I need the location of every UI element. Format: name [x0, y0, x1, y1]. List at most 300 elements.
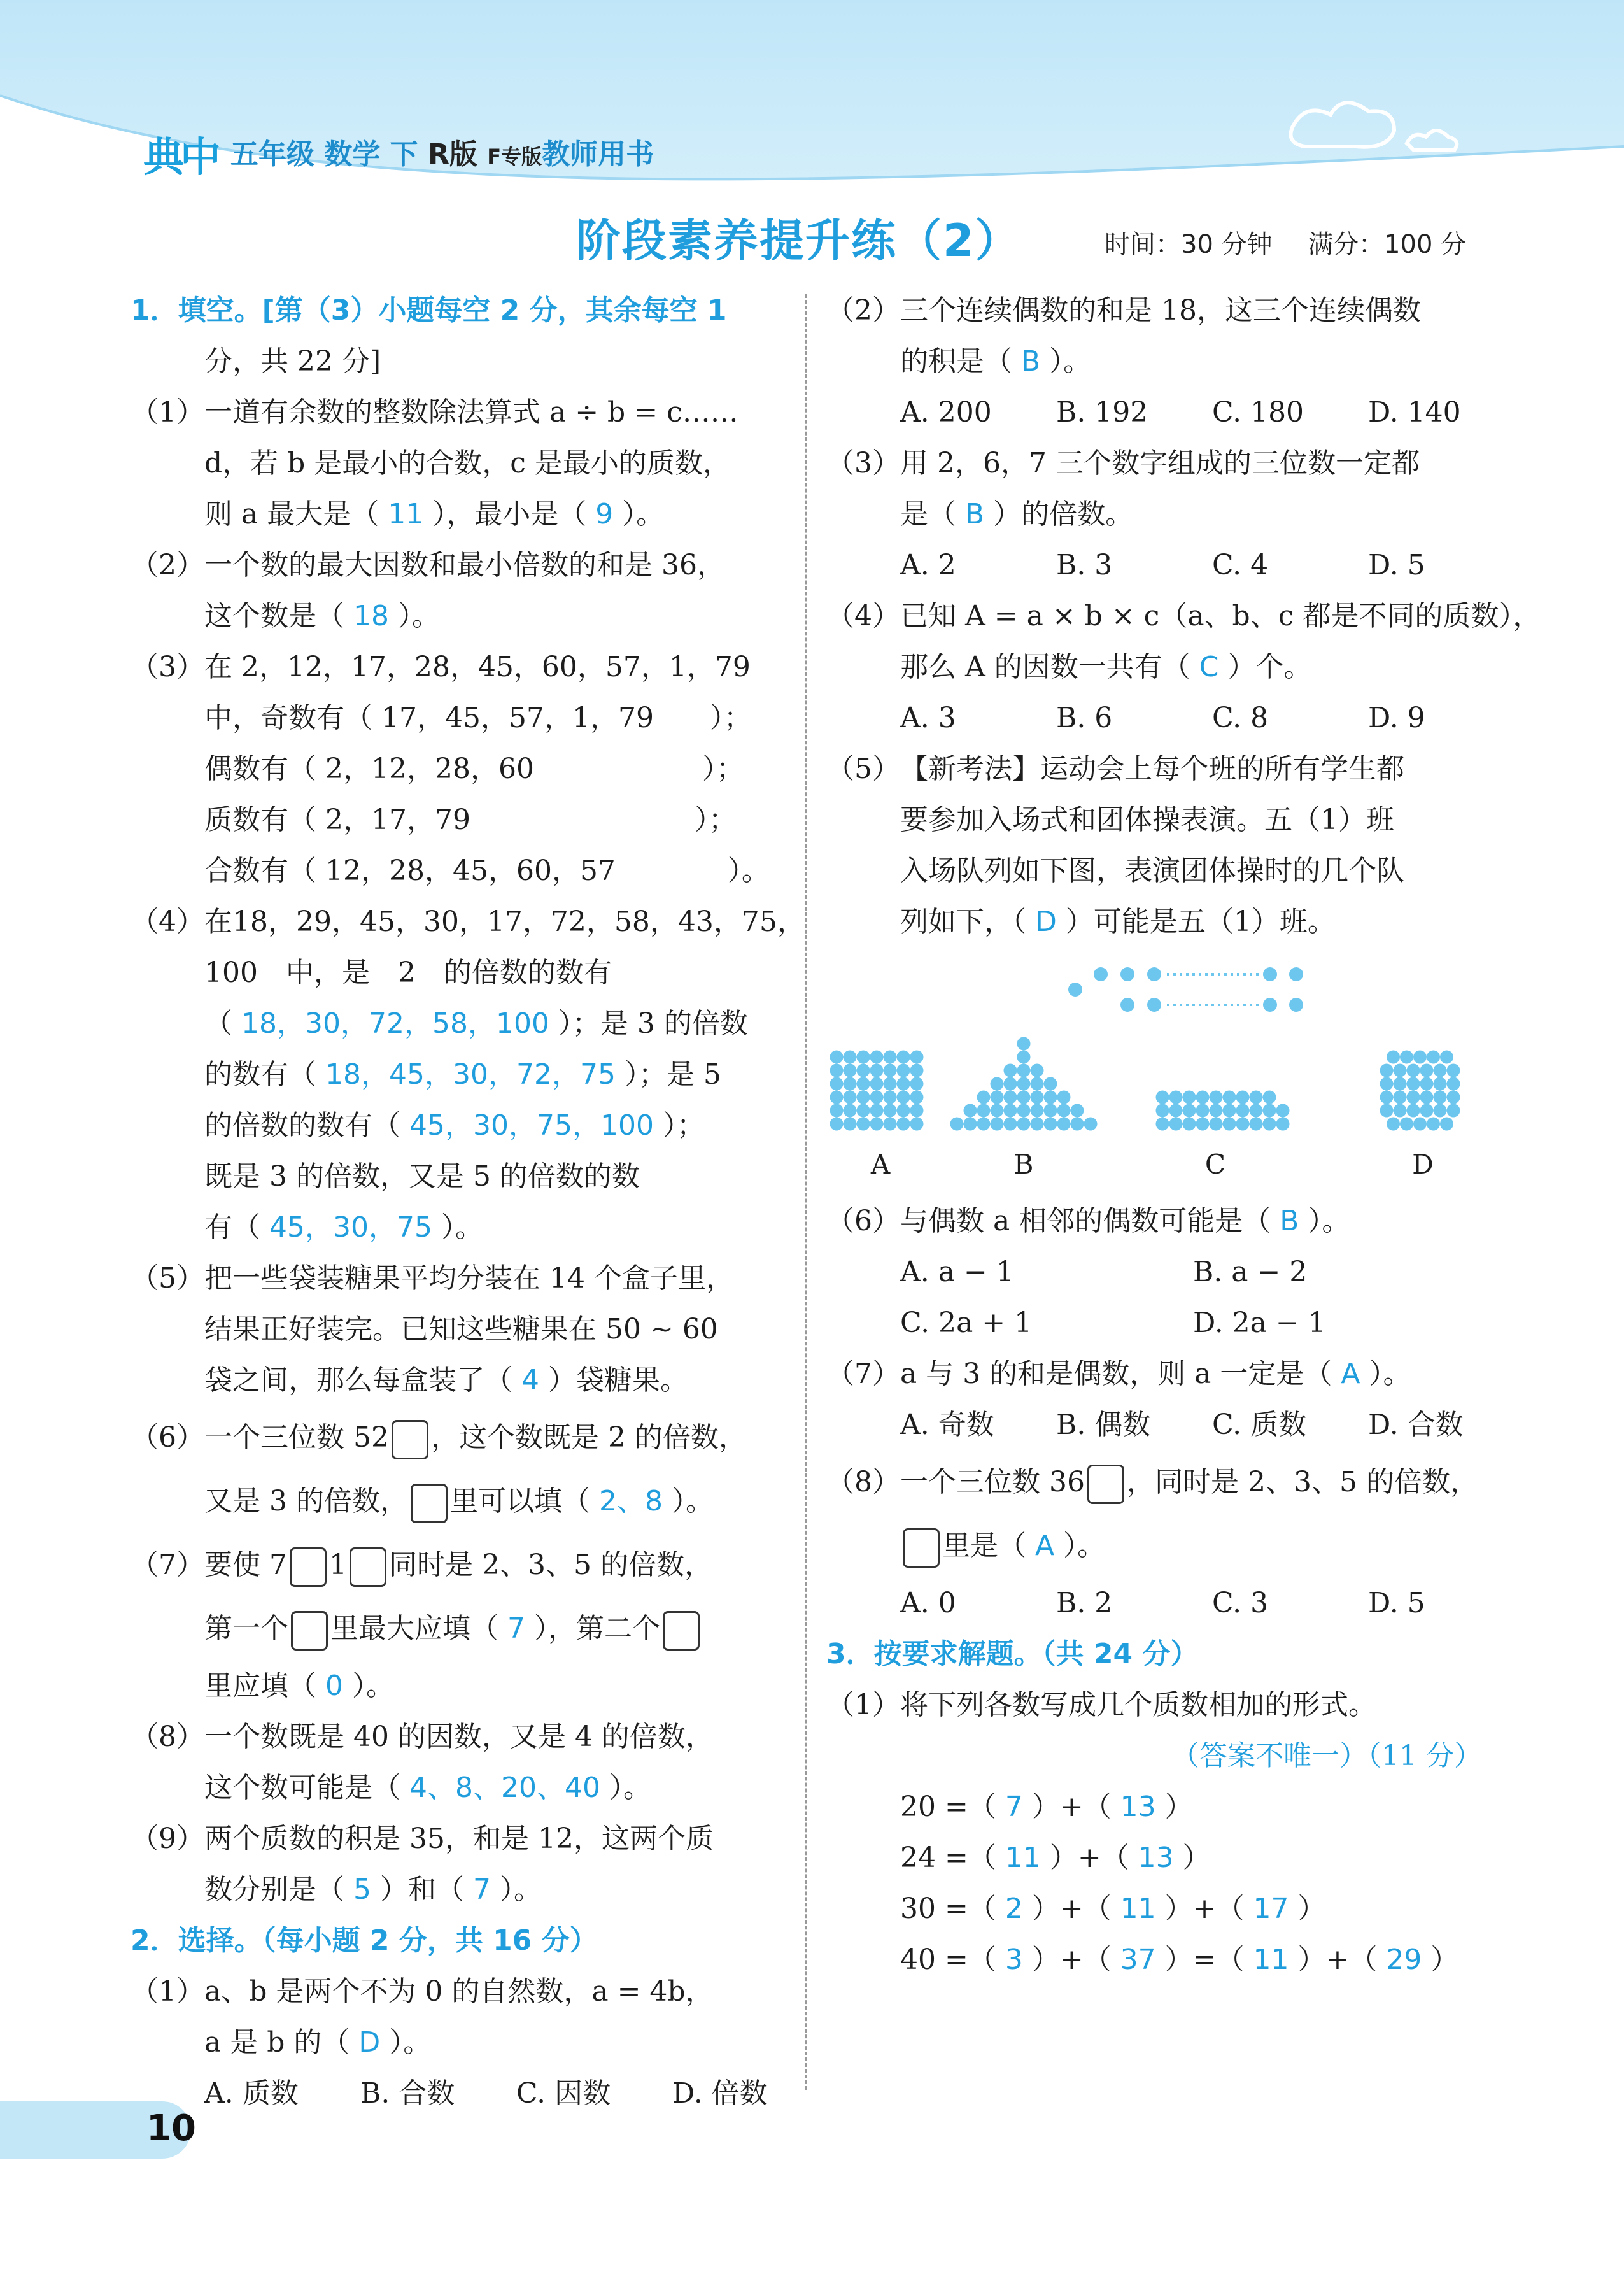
- answer-text: 2: [1005, 1892, 1023, 1925]
- page-title: 阶段素养提升练（2）: [576, 215, 1021, 267]
- question-text: d，若 b 是最小的合数，c 是最小的质数，: [204, 447, 731, 479]
- option-choice: C. 质数: [1212, 1409, 1307, 1441]
- question-text: 的数有（ 18，45，30，72，75 ）；是 5: [204, 1058, 721, 1091]
- section-heading: 1．填空。[第（3）小题每空 2 分，其余每空 1: [131, 294, 727, 327]
- blank-box: [663, 1611, 700, 1651]
- formation-c-dot: [1210, 1118, 1223, 1131]
- brand-logo: 典中: [143, 134, 217, 181]
- text-line: [131, 795, 780, 846]
- text-line: [131, 285, 780, 336]
- formation-a-dot: [897, 1077, 910, 1091]
- answer-text: 11: [1120, 1892, 1156, 1925]
- formation-b-dot: [991, 1104, 1004, 1118]
- text-line: [131, 1915, 780, 1966]
- formation-a-dot: [857, 1104, 870, 1118]
- question-text: 要参加入场式和团体操表演。五（1）班: [900, 804, 1394, 836]
- question-text: 30 =（ 2 ）+（ 11 ）+（ 17 ）: [900, 1892, 1326, 1925]
- text-line: [131, 1814, 780, 1864]
- formation-c-dot: [1250, 1104, 1263, 1118]
- formation-d-dot: [1440, 1118, 1453, 1131]
- question-text: 列如下，（ D ）可能是五（1）班。: [900, 905, 1336, 938]
- question-number: （2）: [131, 549, 204, 581]
- formation-a-dot: [870, 1051, 884, 1064]
- formation-d-dot: [1420, 1064, 1434, 1077]
- entrance-dot: [1289, 998, 1303, 1012]
- formation-d-dot: [1420, 1091, 1434, 1104]
- question-text: 一个数既是 40 的因数，又是 4 的倍数，: [204, 1721, 714, 1753]
- text-line: [826, 336, 1482, 387]
- entrance-dot: [1120, 967, 1134, 981]
- answer-text: 0: [325, 1670, 343, 1702]
- answer-text: 45，30，75: [269, 1211, 432, 1244]
- option-choice: D. 2a − 1: [1193, 1307, 1326, 1339]
- book-label: 教师用书: [542, 138, 654, 171]
- formation-a-dot: [897, 1118, 910, 1131]
- question-text: 第一个 里最大应填（ 7 ），第二个: [204, 1597, 702, 1661]
- formation-c-dot: [1210, 1091, 1223, 1104]
- left-column: [131, 285, 805, 2119]
- option-choice: D. 5: [1368, 1587, 1425, 1619]
- formation-b-dot: [1071, 1118, 1084, 1131]
- formation-c-dot: [1250, 1091, 1263, 1104]
- text-line: [826, 1680, 1482, 1731]
- question-text: 在 2，12，17，28，45，60，57，1，79: [204, 651, 751, 683]
- formation-a-dot: [897, 1091, 910, 1104]
- text-line: [131, 1304, 780, 1355]
- formation-label: B: [1013, 1149, 1034, 1180]
- blank-box: [392, 1420, 428, 1459]
- text-line: [131, 1202, 780, 1253]
- answer-text: 29: [1386, 1943, 1422, 1976]
- question-number: （4）: [131, 905, 204, 938]
- options-line: [131, 2068, 780, 2119]
- formation-a-dot: [870, 1104, 884, 1118]
- answer-text: 2、8: [598, 1485, 663, 1517]
- answer-text: A: [1341, 1358, 1360, 1390]
- formation-c-dot: [1196, 1091, 1210, 1104]
- question-text: 一个数的最大因数和最小倍数的和是 36，: [204, 549, 725, 581]
- formation-d-dot: [1420, 1077, 1434, 1091]
- entrance-dot: [1147, 998, 1161, 1012]
- formation-a-dot: [897, 1104, 910, 1118]
- formation-b-dot: [964, 1118, 977, 1131]
- question-text: 既是 3 的倍数，又是 5 的倍数的数: [204, 1160, 640, 1193]
- text-line: [826, 489, 1482, 540]
- question-text: （答案不唯一）（11 分）: [1171, 1740, 1482, 1772]
- formation-b-dot: [1017, 1037, 1031, 1051]
- question-text: 则 a 最大是（ 11 ），最小是（ 9 ）。: [204, 498, 665, 530]
- column-divider: [805, 294, 807, 2090]
- formation-d-dot: [1394, 1064, 1407, 1077]
- text-line: [131, 2017, 780, 2068]
- formation-b-dot: [977, 1118, 991, 1131]
- text-line: [131, 336, 780, 387]
- question-text: 要使 7 1 同时是 2、3、5 的倍数，: [204, 1533, 712, 1597]
- formation-a-dot: [884, 1104, 897, 1118]
- formation-c-dot: [1223, 1091, 1236, 1104]
- question-text: 那么 A 的因数一共有（ C ）个。: [900, 651, 1312, 683]
- text-line: [826, 897, 1482, 948]
- question-text: 数分别是（ 5 ）和（ 7 ）。: [204, 1873, 542, 1906]
- answer-text: 11: [1005, 1842, 1041, 1874]
- formation-b-dot: [1004, 1118, 1017, 1131]
- formation-b-dot: [1044, 1104, 1057, 1118]
- formation-c-dot: [1223, 1104, 1236, 1118]
- formation-d-dot: [1407, 1104, 1420, 1118]
- formation-d-dot: [1400, 1051, 1413, 1064]
- text-line: [131, 1533, 780, 1597]
- option-choice: B. 偶数: [1056, 1409, 1151, 1441]
- answer-text: 3: [1005, 1943, 1023, 1976]
- answer-text: 4: [521, 1364, 539, 1396]
- question-text: 用 2，6，7 三个数字组成的三位数一定都: [900, 447, 1420, 479]
- formation-c-dot: [1169, 1091, 1183, 1104]
- entrance-dot: [1263, 967, 1277, 981]
- term-label: 下: [390, 138, 418, 171]
- question-text: 将下列各数写成几个质数相加的形式。: [900, 1689, 1376, 1721]
- question-text: 又是 3 的倍数， 里可以填（ 2、8 ）。: [204, 1470, 714, 1533]
- answer-text: 11: [388, 498, 424, 530]
- page-number: 10: [146, 2108, 196, 2149]
- answer-text: 18，30，72，58，100: [241, 1007, 549, 1040]
- question-text: 20 =（ 7 ）+（ 13 ）: [900, 1791, 1193, 1823]
- text-line: [826, 285, 1482, 336]
- option-choice: A. 质数: [204, 2077, 299, 2110]
- option-choice: D. 9: [1368, 702, 1425, 734]
- formation-d-dot: [1434, 1064, 1447, 1077]
- formation-d-dot: [1427, 1118, 1440, 1131]
- formation-d-dot: [1434, 1077, 1447, 1091]
- text-line: [131, 1151, 780, 1202]
- option-choice: B. 2: [1056, 1587, 1113, 1619]
- answer-text: 7: [507, 1612, 525, 1645]
- text-line: [131, 948, 780, 998]
- text-line: [131, 387, 780, 438]
- formation-a-dot: [884, 1077, 897, 1091]
- formation-label: D: [1412, 1149, 1434, 1180]
- question-text: 的积是（ B ）。: [900, 345, 1092, 378]
- formation-b-dot: [950, 1118, 964, 1131]
- text-line: [131, 1597, 780, 1661]
- question-number: （5）: [131, 1262, 204, 1295]
- answer-text: 9: [595, 498, 614, 530]
- option-choice: D. 合数: [1368, 1409, 1464, 1441]
- formation-a-dot: [897, 1064, 910, 1077]
- option-choice: C. 3: [1212, 1587, 1269, 1619]
- formation-a-dot: [870, 1118, 884, 1131]
- question-text: 里是（ A ）。: [900, 1514, 1105, 1578]
- formation-a-dot: [857, 1051, 870, 1064]
- formation-d-dot: [1387, 1051, 1400, 1064]
- text-line: [131, 591, 780, 642]
- formation-b-dot: [1057, 1104, 1071, 1118]
- formation-c-dot: [1183, 1091, 1196, 1104]
- question-text: 【新考法】运动会上每个班的所有学生都: [900, 753, 1404, 785]
- formation-d-dot: [1407, 1091, 1420, 1104]
- question-text: 两个质数的积是 35，和是 12，这两个质: [204, 1822, 714, 1855]
- formation-d-dot: [1434, 1091, 1447, 1104]
- answer-text: 18，45，30，72，75: [325, 1058, 616, 1091]
- formation-b-dot: [1031, 1104, 1044, 1118]
- question-number: （1）: [131, 396, 204, 429]
- formation-c-dot: [1183, 1118, 1196, 1131]
- text-line: [826, 1629, 1482, 1680]
- formation-c-dot: [1236, 1118, 1250, 1131]
- formation-a-dot: [884, 1091, 897, 1104]
- formation-c-dot: [1156, 1104, 1169, 1118]
- question-text: 中，奇数有（ 17，45，57，1，79 ）；: [204, 702, 752, 734]
- text-line: [826, 591, 1541, 642]
- formation-c-dot: [1263, 1091, 1276, 1104]
- text-line: [826, 1782, 1482, 1833]
- score-label: 满分：100 分: [1308, 230, 1467, 259]
- formation-c-dot: [1263, 1104, 1276, 1118]
- blank-box: [350, 1547, 386, 1587]
- option-choice: C. 2a + 1: [900, 1307, 1033, 1339]
- blank-box: [411, 1484, 448, 1523]
- text-line: [826, 1514, 1482, 1578]
- text-line: [826, 795, 1482, 846]
- entrance-dot: [1263, 998, 1277, 1012]
- option-choice: A. 0: [900, 1587, 956, 1619]
- answer-text: 13: [1138, 1842, 1174, 1874]
- formation-a-dot: [857, 1118, 870, 1131]
- question-text: 三个连续偶数的和是 18，这三个连续偶数: [900, 294, 1421, 327]
- question-text: 这个数可能是（ 4、8、20、40 ）。: [204, 1771, 651, 1804]
- formation-c-dot: [1156, 1118, 1169, 1131]
- formation-a-dot: [830, 1118, 844, 1131]
- text-line: [826, 744, 1482, 795]
- formation-a-dot: [910, 1051, 924, 1064]
- formation-b-dot: [1017, 1118, 1031, 1131]
- formation-a-dot: [870, 1064, 884, 1077]
- option-choice: D. 倍数: [672, 2077, 768, 2110]
- formation-b-dot: [1004, 1091, 1017, 1104]
- formation-a-dot: [884, 1064, 897, 1077]
- answer-text: 7: [1005, 1791, 1023, 1823]
- formation-a-dot: [910, 1118, 924, 1131]
- formation-figure: [826, 948, 1482, 1196]
- entrance-dot: [1120, 998, 1134, 1012]
- formation-b-dot: [1031, 1077, 1044, 1091]
- formation-d-dot: [1440, 1051, 1453, 1064]
- formation-d-dot: [1394, 1091, 1407, 1104]
- question-text: 袋之间，那么每盒装了（ 4 ）袋糖果。: [204, 1364, 688, 1396]
- text-line: [131, 1712, 780, 1763]
- formation-b-dot: [977, 1091, 991, 1104]
- formation-b-dot: [964, 1104, 977, 1118]
- question-text: 偶数有（ 2，12，28，60 ）；: [204, 753, 744, 785]
- formation-c-dot: [1276, 1104, 1290, 1118]
- question-text: 这个数是（ 18 ）。: [204, 600, 440, 632]
- answer-text: D: [358, 2026, 381, 2059]
- formation-c-dot: [1196, 1118, 1210, 1131]
- formation-a-dot: [884, 1118, 897, 1131]
- formation-b-dot: [1017, 1051, 1031, 1064]
- options-line: [826, 540, 1482, 591]
- formation-d-dot: [1407, 1064, 1420, 1077]
- blank-box: [1087, 1465, 1124, 1504]
- question-text: 一个三位数 36 ，同时是 2、3、5 的倍数，: [900, 1451, 1478, 1514]
- question-number: （8）: [826, 1466, 900, 1498]
- formation-c-dot: [1236, 1091, 1250, 1104]
- text-line: [826, 1833, 1482, 1884]
- formation-d-dot: [1413, 1118, 1427, 1131]
- question-number: （4）: [826, 600, 900, 632]
- formation-d-dot: [1447, 1104, 1460, 1118]
- text-line: [131, 438, 780, 489]
- options-line: [826, 1400, 1482, 1451]
- text-line: [826, 438, 1482, 489]
- text-line: [131, 998, 780, 1049]
- entrance-dot: [1147, 967, 1161, 981]
- formation-diagram: [826, 948, 1482, 1196]
- blank-box: [290, 1547, 327, 1587]
- formation-d-dot: [1387, 1118, 1400, 1131]
- formation-a-dot: [884, 1051, 897, 1064]
- question-text: 100 中，是 2 的倍数的数有: [204, 956, 612, 989]
- text-line: [131, 1763, 780, 1814]
- formation-b-dot: [1004, 1104, 1017, 1118]
- formation-a-dot: [830, 1091, 844, 1104]
- answer-text: 5: [353, 1873, 371, 1906]
- formation-a-dot: [910, 1077, 924, 1091]
- question-text: 入场队列如下图，表演团体操时的几个队: [900, 855, 1404, 887]
- text-line: [131, 846, 780, 897]
- text-line: [826, 1935, 1482, 1985]
- option-choice: D. 140: [1368, 396, 1461, 429]
- formation-d-dot: [1447, 1091, 1460, 1104]
- formation-d-dot: [1420, 1104, 1434, 1118]
- formation-c-dot: [1223, 1118, 1236, 1131]
- formation-b-dot: [1017, 1064, 1031, 1077]
- edition-label: R版: [427, 138, 477, 171]
- section-heading: 2．选择。（每小题 2 分，共 16 分）: [131, 1924, 598, 1957]
- question-number: （6）: [826, 1205, 900, 1237]
- option-choice: B. 6: [1056, 702, 1113, 734]
- formation-c-dot: [1236, 1104, 1250, 1118]
- formation-a-dot: [910, 1064, 924, 1077]
- question-text: （ 18，30，72，58，100 ）；是 3 的倍数: [204, 1007, 748, 1040]
- page-number-tab: [0, 2101, 196, 2159]
- text-line: [131, 1406, 780, 1470]
- formation-a-dot: [857, 1091, 870, 1104]
- formation-a-dot: [870, 1077, 884, 1091]
- formation-d-dot: [1380, 1064, 1394, 1077]
- text-line: [131, 1661, 780, 1712]
- formation-a-dot: [897, 1051, 910, 1064]
- question-text: 分，共 22 分]: [204, 345, 381, 378]
- formation-a-dot: [844, 1104, 857, 1118]
- text-line: [131, 1470, 780, 1533]
- answer-text: 4、8、20、40: [409, 1771, 600, 1804]
- formation-d-dot: [1400, 1118, 1413, 1131]
- answer-text: 7: [472, 1873, 491, 1906]
- question-text: 一个三位数 52 ，这个数既是 2 的倍数，: [204, 1406, 747, 1470]
- page-header: [0, 0, 1624, 210]
- formation-b-dot: [991, 1118, 1004, 1131]
- entrance-dot: [1094, 967, 1108, 981]
- options-line: [826, 1578, 1482, 1629]
- formation-a-dot: [844, 1091, 857, 1104]
- formation-a-dot: [910, 1104, 924, 1118]
- formation-d-dot: [1447, 1077, 1460, 1091]
- question-number: （8）: [131, 1721, 204, 1753]
- option-choice: B. 192: [1056, 396, 1148, 429]
- formation-a-dot: [870, 1091, 884, 1104]
- formation-b-dot: [1057, 1118, 1071, 1131]
- option-choice: A. a − 1: [900, 1256, 1014, 1288]
- formation-d-dot: [1434, 1104, 1447, 1118]
- formation-b-dot: [1044, 1118, 1057, 1131]
- entrance-dot: [1068, 983, 1082, 997]
- formation-b-dot: [991, 1077, 1004, 1091]
- blank-box: [291, 1611, 328, 1651]
- formation-b-dot: [1044, 1091, 1057, 1104]
- cloud-icon: [1280, 83, 1471, 166]
- formation-b-dot: [1044, 1077, 1057, 1091]
- question-text: 质数有（ 2，17，79 ）；: [204, 804, 737, 836]
- formation-c-dot: [1183, 1104, 1196, 1118]
- formation-a-dot: [844, 1118, 857, 1131]
- question-number: （5）: [826, 753, 900, 785]
- option-choice: C. 180: [1212, 396, 1304, 429]
- text-line: [131, 897, 805, 948]
- question-number: （7）: [131, 1549, 204, 1581]
- time-score: [1105, 224, 1466, 260]
- formation-c-dot: [1196, 1104, 1210, 1118]
- question-number: （9）: [131, 1822, 204, 1855]
- answer-text: 11: [1253, 1943, 1289, 1976]
- time-label: 时间：30 分钟: [1105, 230, 1273, 259]
- text-line: [131, 540, 780, 591]
- question-number: （3）: [826, 447, 900, 479]
- answer-text: C: [1199, 651, 1219, 683]
- option-choice: A. 200: [900, 396, 992, 429]
- formation-label: C: [1204, 1149, 1226, 1180]
- formation-b-dot: [1031, 1091, 1044, 1104]
- question-text: 一道有余数的整数除法算式 a ÷ b = c……: [204, 396, 738, 429]
- text-line: [826, 1349, 1482, 1400]
- question-text: 的倍数的数有（ 45，30，75，100 ）；: [204, 1109, 705, 1142]
- right-column: [826, 285, 1541, 1985]
- formation-c-dot: [1276, 1118, 1290, 1131]
- section-heading: 3．按要求解题。（共 24 分）: [826, 1638, 1199, 1670]
- question-text: 有（ 45，30，75 ）。: [204, 1211, 483, 1244]
- formation-b-dot: [1017, 1077, 1031, 1091]
- series-title: [230, 131, 654, 172]
- question-text: 是（ B ）的倍数。: [900, 498, 1134, 530]
- answer-text: B: [1021, 345, 1041, 378]
- option-choice: C. 因数: [516, 2077, 611, 2110]
- text-line: [826, 642, 1482, 693]
- formation-d-dot: [1407, 1077, 1420, 1091]
- formation-a-dot: [830, 1051, 844, 1064]
- formation-b-dot: [991, 1091, 1004, 1104]
- formation-b-dot: [1084, 1118, 1098, 1131]
- text-line: [131, 642, 780, 693]
- question-text: 已知 A = a × b × c（a、b、c 都是不同的质数），: [900, 600, 1541, 632]
- formation-c-dot: [1169, 1118, 1183, 1131]
- answer-text: 13: [1120, 1791, 1156, 1823]
- question-text: 里应填（ 0 ）。: [204, 1670, 394, 1702]
- formation-c-dot: [1263, 1118, 1276, 1131]
- text-line: [131, 1100, 780, 1151]
- text-line: [131, 693, 780, 744]
- formation-d-dot: [1413, 1051, 1427, 1064]
- formation-b-dot: [1004, 1064, 1017, 1077]
- formation-d-dot: [1447, 1064, 1460, 1077]
